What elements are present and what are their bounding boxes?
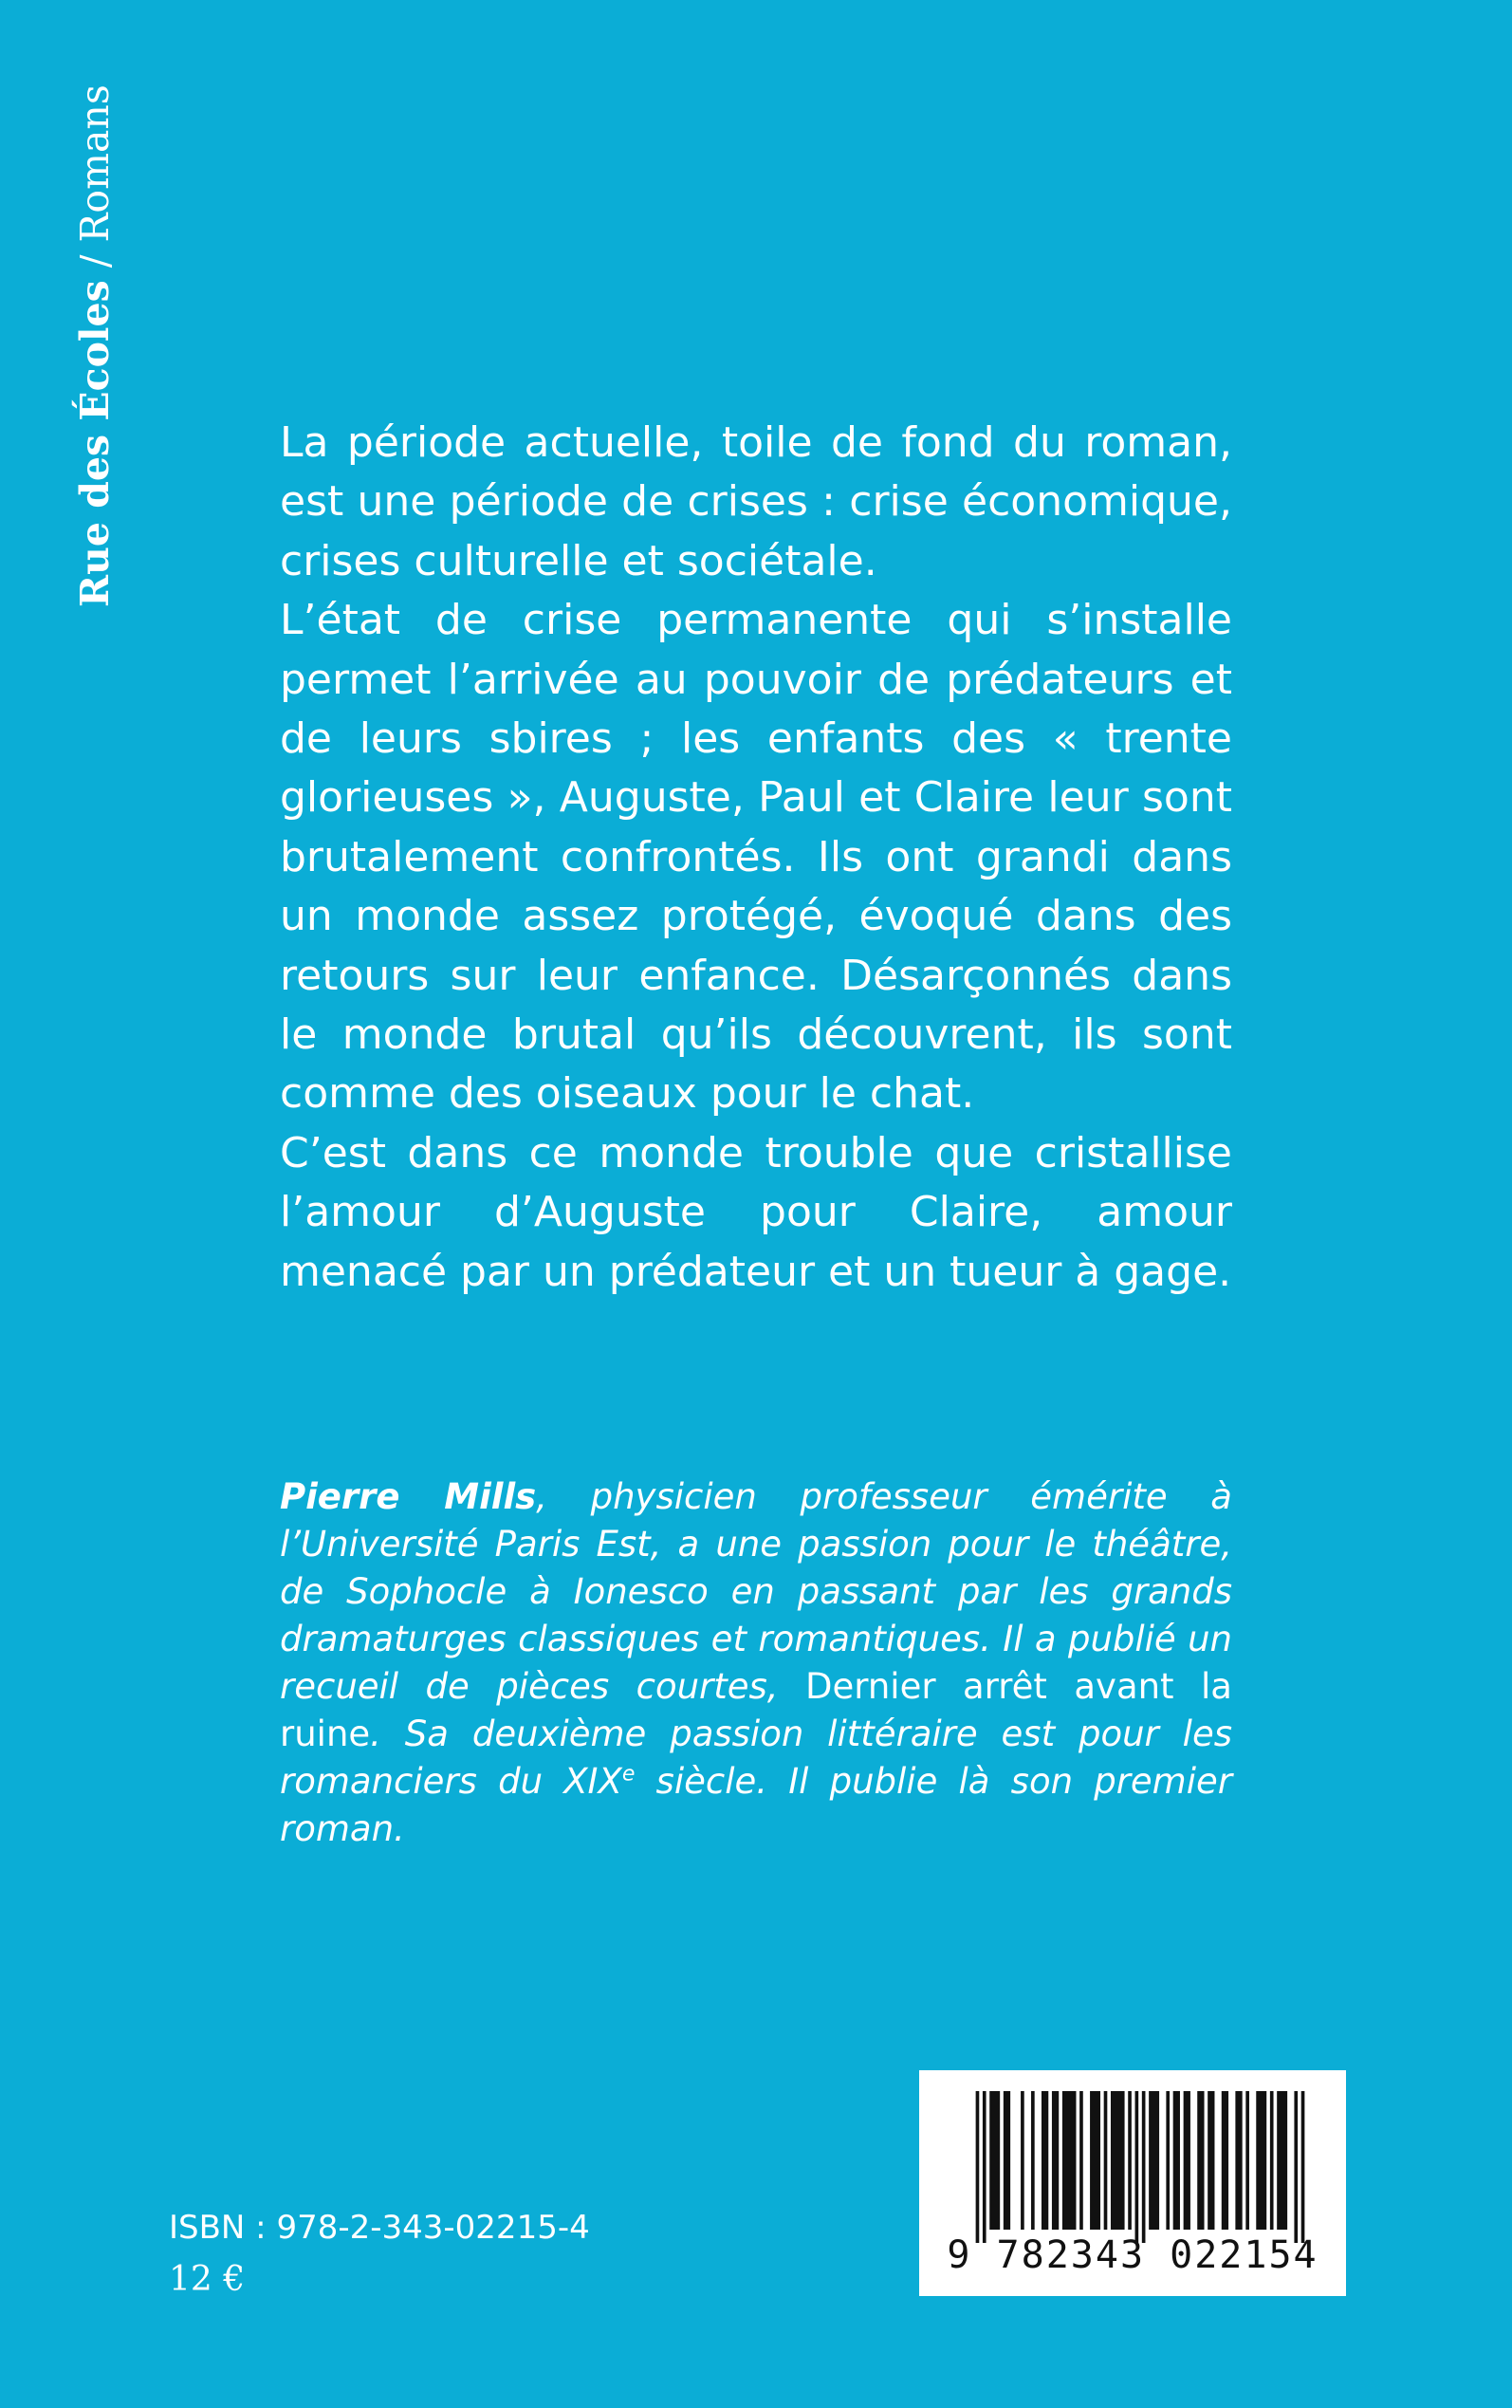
author-name: Pierre Mills bbox=[280, 1476, 537, 1517]
price-label: 12 € bbox=[169, 2260, 246, 2299]
barcode-bar bbox=[1128, 2091, 1132, 2230]
barcode-guard-bar bbox=[1142, 2091, 1146, 2243]
barcode-bar bbox=[1270, 2091, 1274, 2230]
barcode-bar bbox=[1166, 2091, 1170, 2230]
barcode-bar bbox=[1235, 2091, 1242, 2230]
barcode-bar bbox=[1197, 2091, 1204, 2230]
barcode-bar bbox=[1052, 2091, 1059, 2230]
barcode-guard-bar bbox=[976, 2091, 980, 2243]
previous-book-title: Dernier arrêt avant la ruine bbox=[280, 1666, 1232, 1754]
barcode-bar bbox=[1208, 2091, 1214, 2230]
author-bio-text-2: . Sa deuxième passion littéraire est pour les romanciers du XIX bbox=[280, 1713, 1232, 1802]
barcode-bar bbox=[1021, 2091, 1024, 2230]
synopsis-paragraph-2: L’état de crise permanente qui s’installe permet l’arrivée au pouvoir de prédateurs et de leurs sbires ; les enfants des « trente glorieuses », Auguste, Paul et Claire leur sont brutalement confrontés. Ils ont grandi dans un monde assez protégé, évoqué dans des retours sur leur enfance. Désarçonnés dans le monde brutal qu’ils découvrent, ils sont comme des oiseaux pour le chat. bbox=[280, 596, 1232, 1119]
author-bio-text-1: , physicien professeur émérite à l’Université Paris Est, a une passion pour le théâtre, de Sophocle à Ionesco en passant par les grands dramaturges classiques et romantiques. Il a publié un recueil de pièces courtes, bbox=[280, 1476, 1232, 1707]
synopsis-paragraph-3: C’est dans ce monde trouble que cristallise l’amour d’Auguste pour Claire, amour menacé par un prédateur et un tueur à gage. bbox=[280, 1128, 1232, 1296]
series-name: Rue des Écoles bbox=[72, 280, 118, 607]
barcode-bar bbox=[1184, 2091, 1190, 2230]
barcode-guard-bar bbox=[1301, 2091, 1305, 2243]
barcode-bar bbox=[1042, 2091, 1048, 2230]
barcode-bar bbox=[1173, 2091, 1180, 2230]
barcode-bar bbox=[1062, 2091, 1077, 2230]
synopsis-text bbox=[280, 414, 1232, 1302]
author-bio-paragraph bbox=[280, 1473, 1232, 1853]
barcode-bar bbox=[1079, 2091, 1083, 2230]
isbn-barcode bbox=[919, 2070, 1346, 2296]
barcode-bar bbox=[1149, 2091, 1159, 2230]
isbn-number: ISBN : 978-2-343-02215-4 bbox=[169, 2209, 590, 2247]
barcode-bar bbox=[1245, 2091, 1249, 2230]
series-subname: Romans bbox=[72, 84, 118, 243]
barcode-bar bbox=[1277, 2091, 1287, 2230]
barcode-bar bbox=[1256, 2091, 1266, 2230]
barcode-guard-bar bbox=[1135, 2091, 1139, 2243]
barcode-bar bbox=[1090, 2091, 1100, 2230]
barcode-bar bbox=[1031, 2091, 1035, 2230]
barcode-digits: 9 782343 022154 bbox=[947, 2233, 1318, 2277]
barcode-bar bbox=[1004, 2091, 1010, 2230]
series-separator: / bbox=[72, 242, 118, 281]
barcode-bar bbox=[1111, 2091, 1125, 2230]
barcode-bar bbox=[1222, 2091, 1228, 2230]
barcode-guard-bar bbox=[983, 2091, 986, 2243]
barcode-bar bbox=[1104, 2091, 1108, 2230]
barcode-bar bbox=[989, 2091, 1000, 2230]
barcode-guard-bar bbox=[1294, 2091, 1298, 2243]
author-bio-text-3: siècle. Il publie là son premier roman. bbox=[280, 1761, 1232, 1849]
synopsis-paragraph-1: La période actuelle, toile de fond du roman, est une période de crises : crise économique, crises culturelle et sociétale. bbox=[280, 418, 1232, 585]
century-superscript: e bbox=[621, 1762, 636, 1787]
series-spine-label bbox=[71, 84, 119, 607]
author-biography bbox=[280, 1473, 1232, 1853]
